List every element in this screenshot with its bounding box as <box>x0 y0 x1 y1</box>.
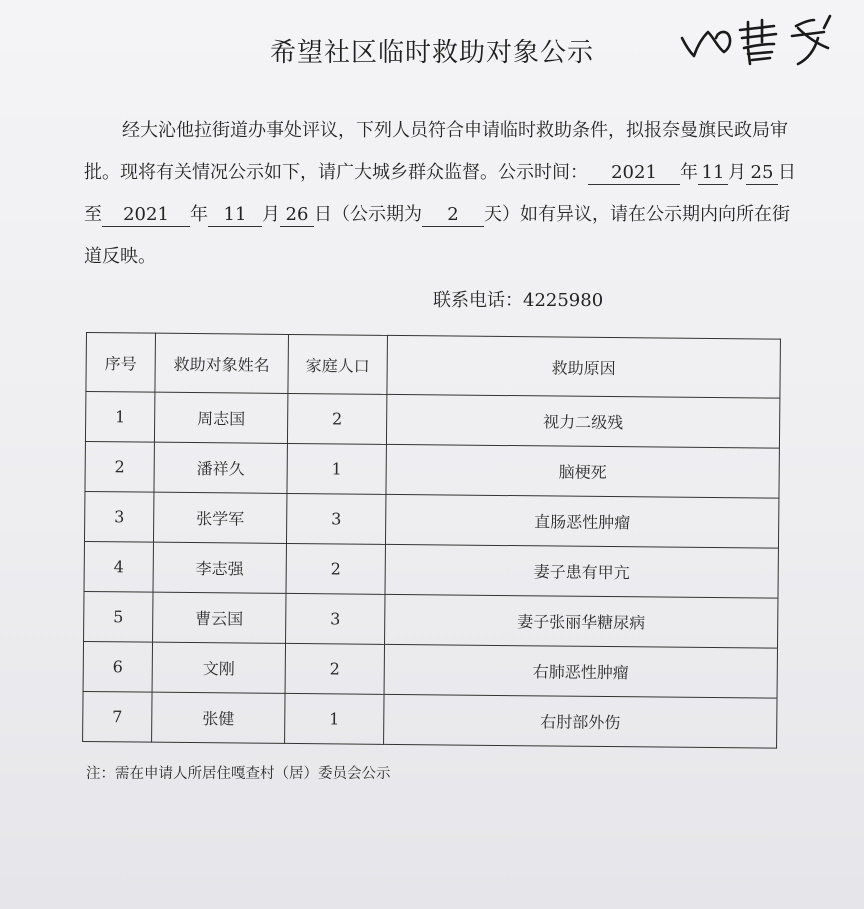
label-year-2: 年 <box>190 204 208 225</box>
row-name: 周志国 <box>154 392 287 443</box>
start-month: 11 <box>698 162 728 185</box>
row-index: 5 <box>84 591 153 642</box>
header-name: 救助对象姓名 <box>155 333 289 393</box>
row-household: 3 <box>286 493 385 544</box>
row-reason: 右肺恶性肿瘤 <box>384 644 777 698</box>
table-row <box>85 441 779 498</box>
row-index: 3 <box>84 491 153 542</box>
handwritten-signature <box>678 8 848 70</box>
footnote: 注：需在申请人所居住嘎查村（居）委员会公示 <box>86 766 391 782</box>
contact-label: 联系电话： <box>433 290 523 311</box>
table-row <box>83 691 777 748</box>
row-reason: 右肘部外伤 <box>384 694 777 748</box>
row-household: 2 <box>285 643 384 694</box>
row-reason: 妻子患有甲亢 <box>385 544 778 598</box>
table-row <box>84 491 778 548</box>
row-household: 1 <box>285 693 384 744</box>
table-header-row <box>86 333 781 399</box>
table-row <box>85 392 779 449</box>
row-name: 张健 <box>152 692 285 743</box>
label-day-to: 日至 <box>84 162 796 225</box>
row-name: 文刚 <box>152 642 285 693</box>
table-row <box>84 541 778 598</box>
header-index: 序号 <box>86 333 156 393</box>
contact-line <box>433 286 603 312</box>
label-period-open: 日（公示期为 <box>314 204 422 225</box>
start-day: 25 <box>746 162 778 185</box>
row-index: 6 <box>83 641 152 692</box>
label-year: 年 <box>680 162 698 183</box>
header-reason: 救助原因 <box>387 335 781 398</box>
intro-text: 经大沁他拉街道办事处评议，下列人员符合申请临时救助条件，拟报奈曼旗民政局审批。现将有关情况公示如下，请广大城乡群众监督。公示时间： <box>84 120 788 183</box>
row-household: 2 <box>286 543 385 594</box>
row-reason: 视力二级残 <box>386 394 779 448</box>
page-title: 希望社区临时救助对象公示 <box>269 38 594 68</box>
table-row <box>83 641 777 698</box>
row-index: 1 <box>85 392 154 443</box>
row-index: 2 <box>85 441 154 492</box>
notice-paragraph <box>84 110 804 278</box>
end-day: 26 <box>280 204 314 227</box>
end-month: 11 <box>208 204 262 227</box>
period-days: 2 <box>422 204 484 227</box>
label-month-2: 月 <box>262 204 280 225</box>
end-year: 2021 <box>102 204 190 227</box>
label-period-close: 天）如有异议，请在公示期内向所在街道反映。 <box>84 204 790 267</box>
row-reason: 直肠恶性肿瘤 <box>385 494 778 548</box>
row-name: 李志强 <box>153 542 286 593</box>
contact-phone: 4225980 <box>523 290 604 311</box>
header-household: 家庭人口 <box>288 334 388 394</box>
row-name: 潘祥久 <box>154 442 287 493</box>
table-row <box>84 591 778 648</box>
row-index: 4 <box>84 541 153 592</box>
start-year: 2021 <box>588 162 680 185</box>
row-household: 3 <box>286 593 385 644</box>
relief-table <box>82 332 781 749</box>
row-name: 张学军 <box>153 492 286 543</box>
row-index: 7 <box>83 691 152 742</box>
row-household: 1 <box>287 443 386 494</box>
row-name: 曹云国 <box>153 592 286 643</box>
label-month: 月 <box>728 162 746 183</box>
row-reason: 脑梗死 <box>386 444 779 498</box>
row-household: 2 <box>287 393 386 444</box>
row-reason: 妻子张丽华糖尿病 <box>385 594 778 648</box>
